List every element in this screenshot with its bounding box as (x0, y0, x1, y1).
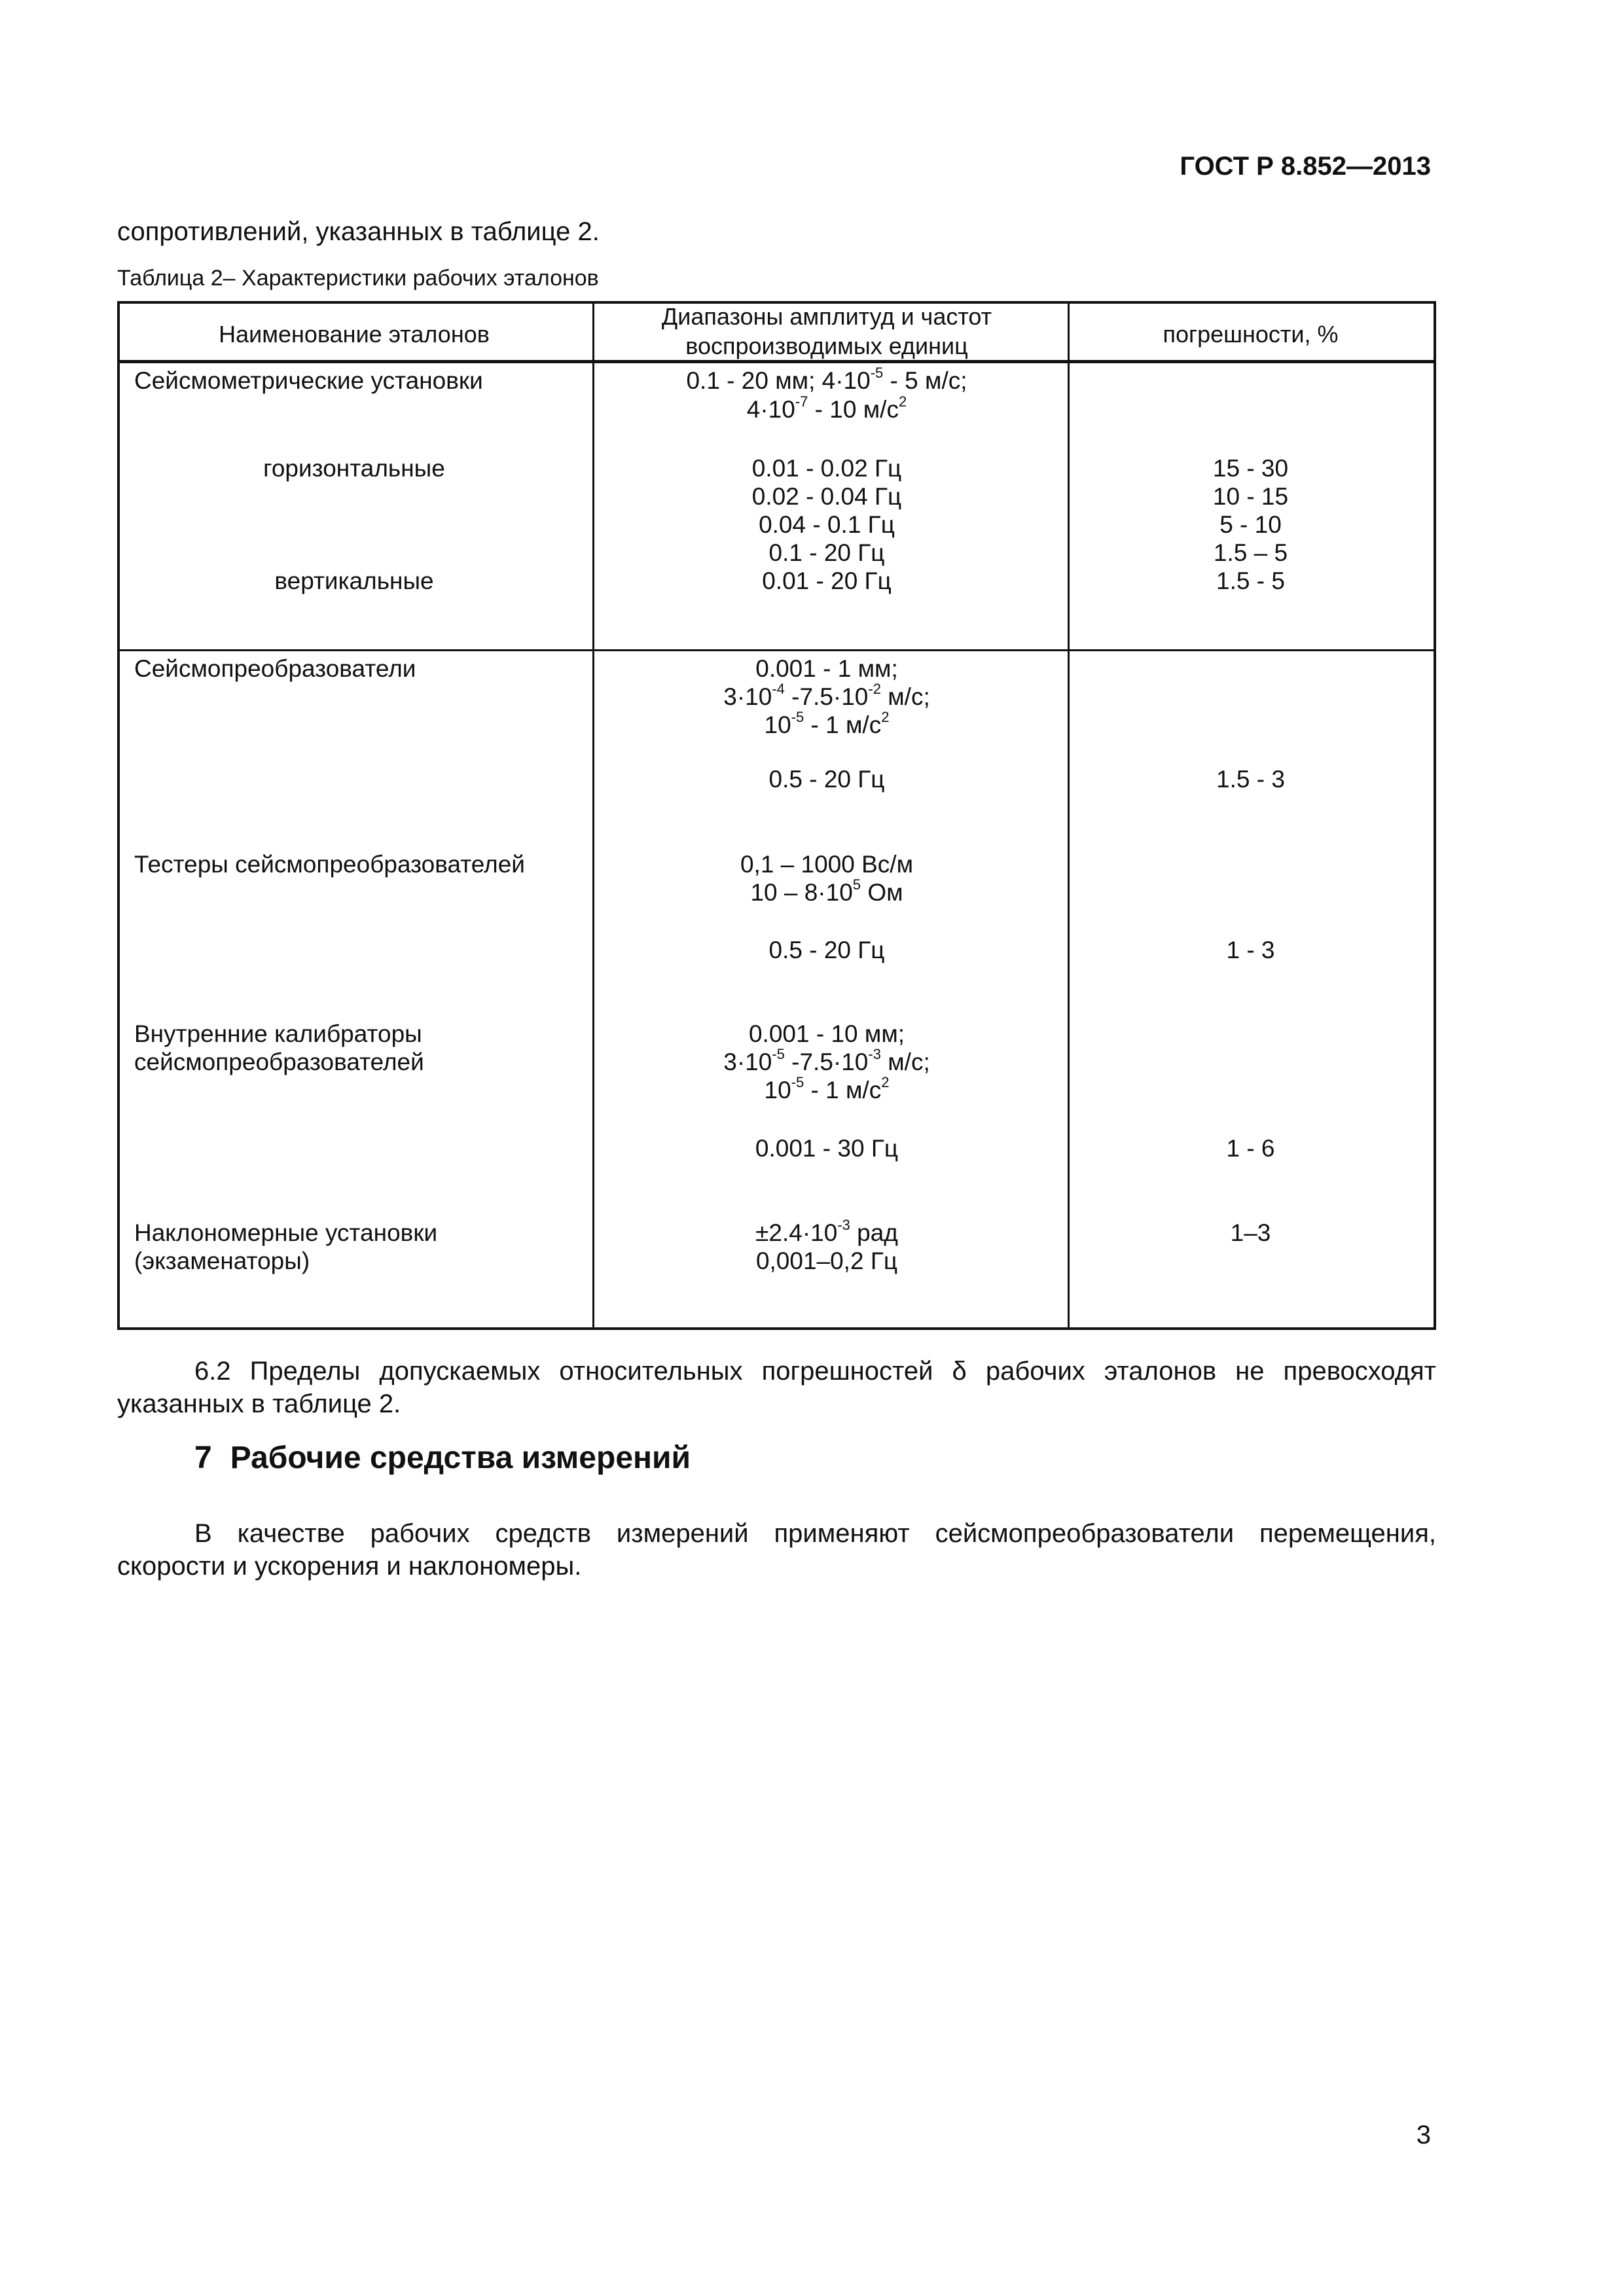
freq-1: 0.01 - 0.02 Гц (751, 455, 902, 482)
vertical-label: вертикальные (274, 567, 434, 594)
testers-range-1: 0,1 – 1000 Вс/м (740, 851, 914, 878)
error-4: 1.5 – 5 (1213, 539, 1288, 566)
paragraph-6-2-line1: 6.2 Пределы допускаемых относительных погрешностей δ рабочих эталонов не превосходят (194, 1357, 1436, 1386)
row-tiltmeters-name-1: Наклономерные установки (134, 1219, 438, 1246)
tiltmeters-error: 1–3 (1230, 1219, 1271, 1246)
testers-error: 1 - 3 (1226, 937, 1275, 963)
row-divider (120, 649, 1434, 651)
section-7-line1: В качестве рабочих средств измерений применяют сейсмопреобразователи перемещения, (194, 1519, 1436, 1548)
paragraph-6-2-line2: указанных в таблице 2. (117, 1390, 401, 1418)
section-title: Рабочие средства измерений (230, 1441, 691, 1475)
section-7-line2: скорости и ускорения и наклономеры. (117, 1552, 582, 1581)
paragraph-6-2 (117, 1355, 1436, 1420)
row-seismometric-name: Сейсмометрические установки (134, 367, 483, 394)
calibrators-range-1: 0.001 - 10 мм; (748, 1020, 905, 1047)
calibrators-freq: 0.001 - 30 Гц (755, 1135, 899, 1162)
row-transducers-name: Сейсмопреобразователи (134, 655, 416, 682)
tiltmeters-range-1: $\pm 2.4\cdot 10^{-3}$ рад (755, 1216, 898, 1246)
seismometric-range-2: $4\cdot 10^{-7} - 10$ $м/с^2$ (746, 393, 907, 423)
error-1: 15 - 30 (1212, 455, 1289, 482)
error-2: 10 - 15 (1212, 483, 1289, 510)
freq-4: 0.1 - 20 Гц (768, 539, 885, 566)
intro-text: сопротивлений, указанных в таблице 2. (117, 217, 600, 246)
transducers-range-2: $3\cdot 10^{-4}$ $-7.5\cdot 10^{-2}$ м/с; (723, 680, 930, 710)
header-range-line2: воспроизводимых единиц (685, 332, 968, 359)
transducers-freq: 0.5 - 20 Гц (768, 766, 885, 793)
section-7-heading (194, 1440, 691, 1476)
row-tiltmeters-name-2: (экзаменаторы) (134, 1247, 310, 1274)
section-number: 7 (194, 1441, 212, 1475)
transducers-range-1: 0.001 - 1 мм; (755, 655, 898, 682)
calibrators-range-3: $10^{-5} - 1$ $м/с^2$ (764, 1073, 890, 1103)
freq-2: 0.02 - 0.04 Гц (751, 483, 902, 510)
header-error: погрешности, % (1163, 321, 1339, 348)
document-number: ГОСТ Р 8.852—2013 (1180, 152, 1431, 181)
transducers-error: 1.5 - 3 (1216, 766, 1285, 793)
error-3: 5 - 10 (1219, 511, 1282, 538)
table-caption: Таблица 2– Характеристики рабочих эталонов (117, 266, 599, 291)
section-7-paragraph (117, 1517, 1436, 1583)
error-5: 1.5 - 5 (1216, 567, 1285, 594)
tiltmeters-range-2: 0,001–0,2 Гц (755, 1247, 898, 1274)
seismometric-range-1: 0.1 - 20 мм; $4\cdot 10^{-5} - 5$ м/с; (686, 364, 967, 394)
page-number: 3 (1416, 2121, 1431, 2149)
testers-freq: 0.5 - 20 Гц (768, 937, 885, 963)
row-calibrators-name-2: сейсмопреобразователей (134, 1049, 424, 1075)
calibrators-range-2: $3\cdot 10^{-5}$ $-7.5\cdot 10^{-3}$ м/с; (723, 1045, 930, 1075)
transducers-range-3: $10^{-5} - 1$ $м/с^2$ (764, 708, 890, 738)
freq-5: 0.01 - 20 Гц (762, 567, 892, 594)
header-name: Наименование эталонов (219, 321, 490, 348)
characteristics-table (117, 301, 1436, 1330)
horizontal-label: горизонтальные (263, 455, 445, 482)
header-range-line1: Диапазоны амплитуд и частот (661, 303, 992, 330)
calibrators-error: 1 - 6 (1226, 1135, 1275, 1162)
freq-3: 0.04 - 0.1 Гц (759, 511, 895, 538)
testers-range-2: $10 - 8\cdot 10^5$ Ом (750, 876, 903, 906)
row-calibrators-name-1: Внутренние калибраторы (134, 1020, 422, 1047)
row-testers-name: Тестеры сейсмопреобразователей (134, 851, 525, 878)
